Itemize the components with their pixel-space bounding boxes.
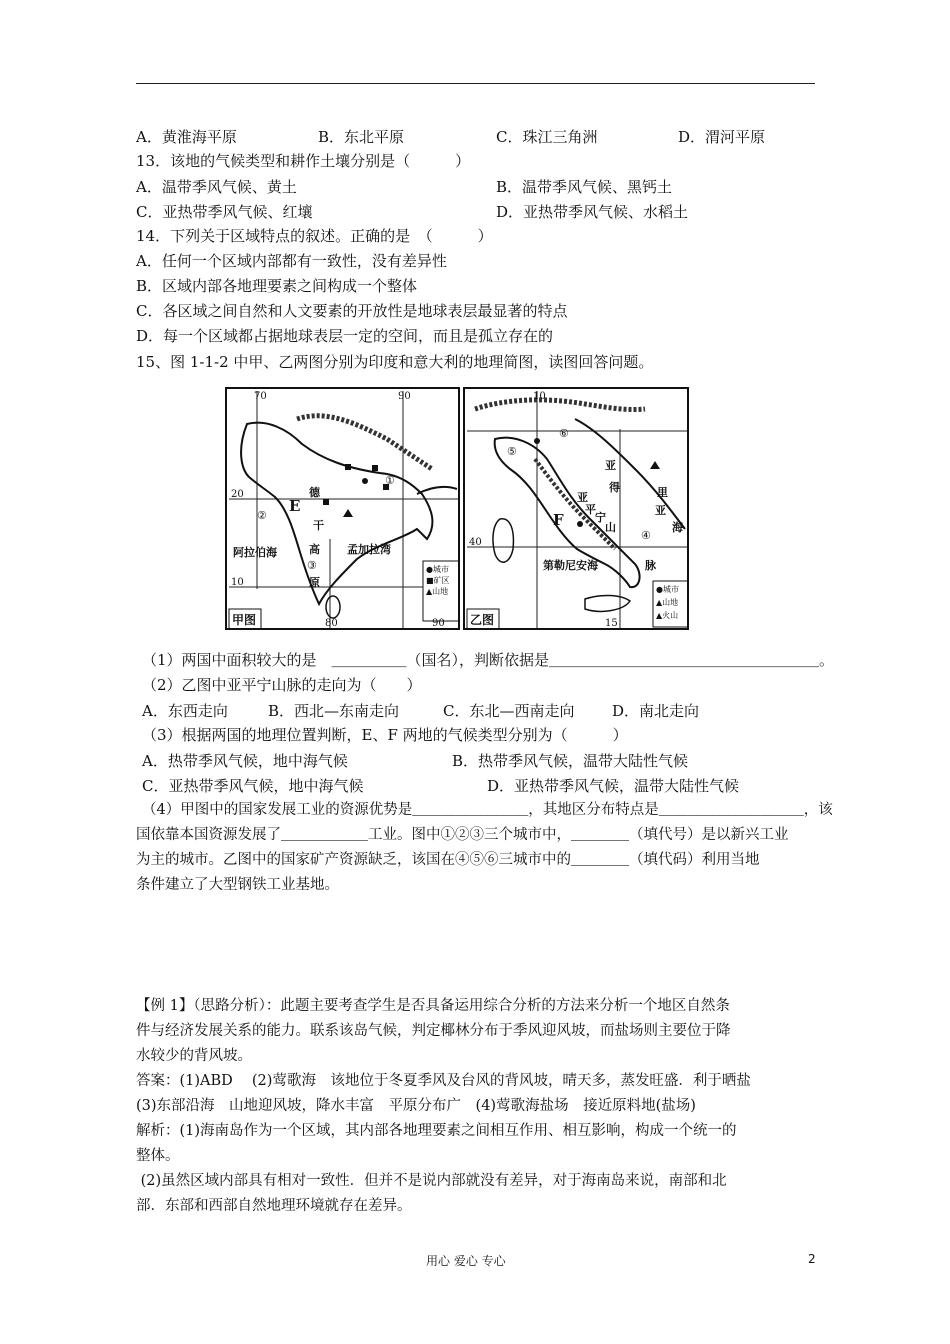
legend-mountain-icon: ▲ — [656, 598, 663, 607]
answer-line-3: 水较少的背风坡。 — [136, 1048, 252, 1064]
q15-sub2-option-c: C．东北—西南走向 — [443, 702, 575, 720]
legend-city-label: 城市 — [432, 565, 449, 574]
label-circle-2: ② — [257, 509, 267, 522]
label-apennine-5: 脉 — [645, 559, 656, 572]
label-apennine-4: 山 — [605, 521, 616, 534]
india-lat-10: 10 — [231, 577, 244, 588]
q15-stem: 15、图 1-1-2 中甲、乙两图分别为印度和意大利的地理简图，读图回答问题。 — [136, 353, 654, 371]
legend-city-icon: ● — [656, 585, 663, 594]
q12-option-b: B．东北平原 — [318, 128, 405, 146]
map-india — [225, 387, 460, 630]
q12-option-c: C．珠江三角洲 — [496, 128, 598, 146]
legend-city-icon: ● — [426, 565, 433, 574]
label-apennine-1: 亚 — [577, 491, 588, 504]
label-apennine-2: 平 — [585, 503, 596, 516]
legend-mine-label: 矿区 — [433, 576, 450, 585]
label-deccan-4: 原 — [309, 576, 320, 589]
q13-stem: 13．该地的气候类型和耕作土壤分别是（ ） — [136, 152, 471, 170]
map-italy — [463, 387, 689, 630]
italy-lon-10: 10 — [533, 391, 546, 402]
q13-option-b: B．温带季风气候、黑钙土 — [496, 178, 673, 196]
q13-option-c: C．亚热带季风气候、红壤 — [136, 203, 313, 221]
q15-sub3: （3）根据两国的地理位置判断，E、F 两地的气候类型分别为（ ） — [142, 726, 628, 744]
label-apennine-3: 宁 — [595, 511, 606, 524]
q15-sub2: （2）乙图中亚平宁山脉的走向为（ ） — [142, 676, 422, 694]
header-rule — [136, 83, 815, 84]
label-circle-6: ⑥ — [559, 427, 569, 440]
answer-line-1: 【例 1】（思路分析）：此题主要考查学生是否具备运用综合分析的方法来分析一个地区自然条 — [136, 998, 730, 1014]
q15-sub2-option-a: A．东西走向 — [142, 702, 228, 720]
q15-sub4-line2: 国依靠本国资源发展了＿＿＿＿＿＿工业。图中①②③三个城市中，＿＿＿＿（填代号）是以新兴工业 — [136, 827, 789, 843]
legend-mountain-label: 山地 — [662, 598, 679, 607]
india-map-tag: 甲图 — [232, 613, 257, 627]
label-circle-3: ③ — [307, 559, 317, 572]
label-circle-4: ④ — [641, 529, 651, 542]
label-circle-1: ① — [385, 474, 395, 487]
q15-sub4-line3: 为主的城市。乙图中的国家矿产资源缺乏，该国在④⑤⑥三城市中的＿＿＿＿（填代码）利用当地 — [136, 852, 760, 868]
label-deccan-2: 干 — [313, 519, 324, 532]
footer-motto: 用心 爱心 专心 — [426, 1254, 506, 1268]
q14-option-b: B．区域内部各地理要素之间构成一个整体 — [136, 277, 418, 295]
legend-mountain-icon: ▲ — [426, 587, 433, 596]
answer-line-4: 答案：(1)ABD (2)莺歌海 该地位于冬夏季风及台风的背风坡，晴天多，蒸发旺盛．利于晒盐 — [136, 1073, 751, 1089]
legend-volcano-icon: ▲ — [656, 611, 663, 620]
q14-option-a: A．任何一个区域内部都有一致性，没有差异性 — [136, 252, 447, 270]
q13-option-d: D．亚热带季风气候、水稻土 — [496, 203, 689, 221]
label-circle-5: ⑤ — [507, 445, 517, 458]
legend-city-label: 城市 — [662, 585, 679, 594]
q13-option-a: A．温带季风气候、黄土 — [136, 178, 297, 196]
india-lon-80: 80 — [325, 618, 338, 629]
india-lon-70: 70 — [254, 391, 267, 402]
answer-line-5: (3)东部沿海 山地迎风坡，降水丰富 平原分布广 (4)莺歌海盐场 接近原料地(盐场) — [136, 1098, 696, 1114]
page-number: 2 — [808, 1252, 816, 1266]
india-lat-20: 20 — [231, 489, 244, 500]
india-legend — [426, 564, 450, 597]
india-lon-90-bottom: 90 — [432, 618, 445, 629]
legend-mine-icon: ■ — [426, 576, 434, 585]
label-arabian-sea: 阿拉伯海 — [233, 546, 277, 559]
label-adriatic-2: 得 — [609, 481, 620, 494]
italy-lon-15: 15 — [605, 618, 618, 629]
q15-sub1: （1）两国中面积较大的是 ＿＿＿＿＿（国名），判断依据是＿＿＿＿＿＿＿＿＿＿＿＿＿＿＿＿＿＿。 — [142, 651, 835, 669]
q15-sub3-option-c: C．亚热带季风气候，地中海气候 — [142, 777, 364, 795]
label-deccan-3: 高 — [309, 543, 320, 556]
q15-sub3-option-a: A．热带季风气候，地中海气候 — [142, 752, 348, 770]
label-adriatic-5: 海 — [672, 521, 683, 534]
q15-sub3-option-b: B．热带季风气候，温带大陆性气候 — [452, 752, 689, 770]
italy-legend — [656, 583, 679, 622]
label-adriatic-3: 里 — [657, 486, 668, 499]
italy-lat-40: 40 — [469, 537, 482, 548]
india-lon-90-top: 90 — [398, 391, 411, 402]
legend-mountain-label: 山地 — [432, 587, 449, 596]
q15-sub3-option-d: D．亚热带季风气候，温带大陆性气候 — [487, 777, 740, 795]
q14-option-c: C．各区域之间自然和人文要素的开放性是地球表层最显著的特点 — [136, 302, 568, 320]
label-tyrrhenian-sea: 第勒尼安海 — [543, 559, 598, 572]
q14-option-d: D．每一个区域都占据地球表层一定的空间，而且是孤立存在的 — [136, 327, 554, 345]
q15-sub4-line4: 条件建立了大型钢铁工业基地。 — [136, 877, 339, 893]
q15-sub4-line1: （4）甲图中的国家发展工业的资源优势是＿＿＿＿＿＿＿＿，其地区分布特点是＿＿＿＿＿＿＿＿＿＿，该 — [142, 802, 833, 818]
answer-line-8: (2)虽然区域内部具有相对一致性．但并不是说内部就没有差异，对于海南岛来说，南部和北 — [136, 1173, 727, 1189]
answer-line-6: 解析：(1)海南岛作为一个区域，其内部各地理要素之间相互作用、相互影响，构成一个统一的 — [136, 1123, 737, 1139]
label-deccan-1: 德 — [309, 486, 320, 499]
answer-line-7: 整体。 — [136, 1148, 180, 1164]
italy-map-tag: 乙图 — [470, 613, 495, 627]
q15-sub2-option-b: B．西北—东南走向 — [268, 702, 400, 720]
label-e: E — [289, 497, 301, 515]
q15-sub2-option-d: D．南北走向 — [612, 702, 700, 720]
legend-volcano-label: 火山 — [662, 611, 679, 620]
label-f: F — [553, 511, 564, 529]
label-adriatic-4: 亚 — [655, 504, 666, 517]
label-adriatic-1: 亚 — [605, 459, 616, 472]
label-bay-of-bengal: 孟加拉湾 — [347, 543, 391, 556]
q12-option-d: D．渭河平原 — [678, 128, 766, 146]
q14-stem: 14．下列关于区域特点的叙述。正确的是 （ ） — [136, 227, 493, 245]
answer-line-9: 部．东部和西部自然地理环境就存在差异。 — [136, 1198, 412, 1214]
answer-line-2: 件与经济发展关系的能力。联系该岛气候，判定椰林分布于季风迎风坡，而盐场则主要位于降 — [136, 1023, 731, 1039]
q12-option-a: A．黄淮海平原 — [136, 128, 237, 146]
